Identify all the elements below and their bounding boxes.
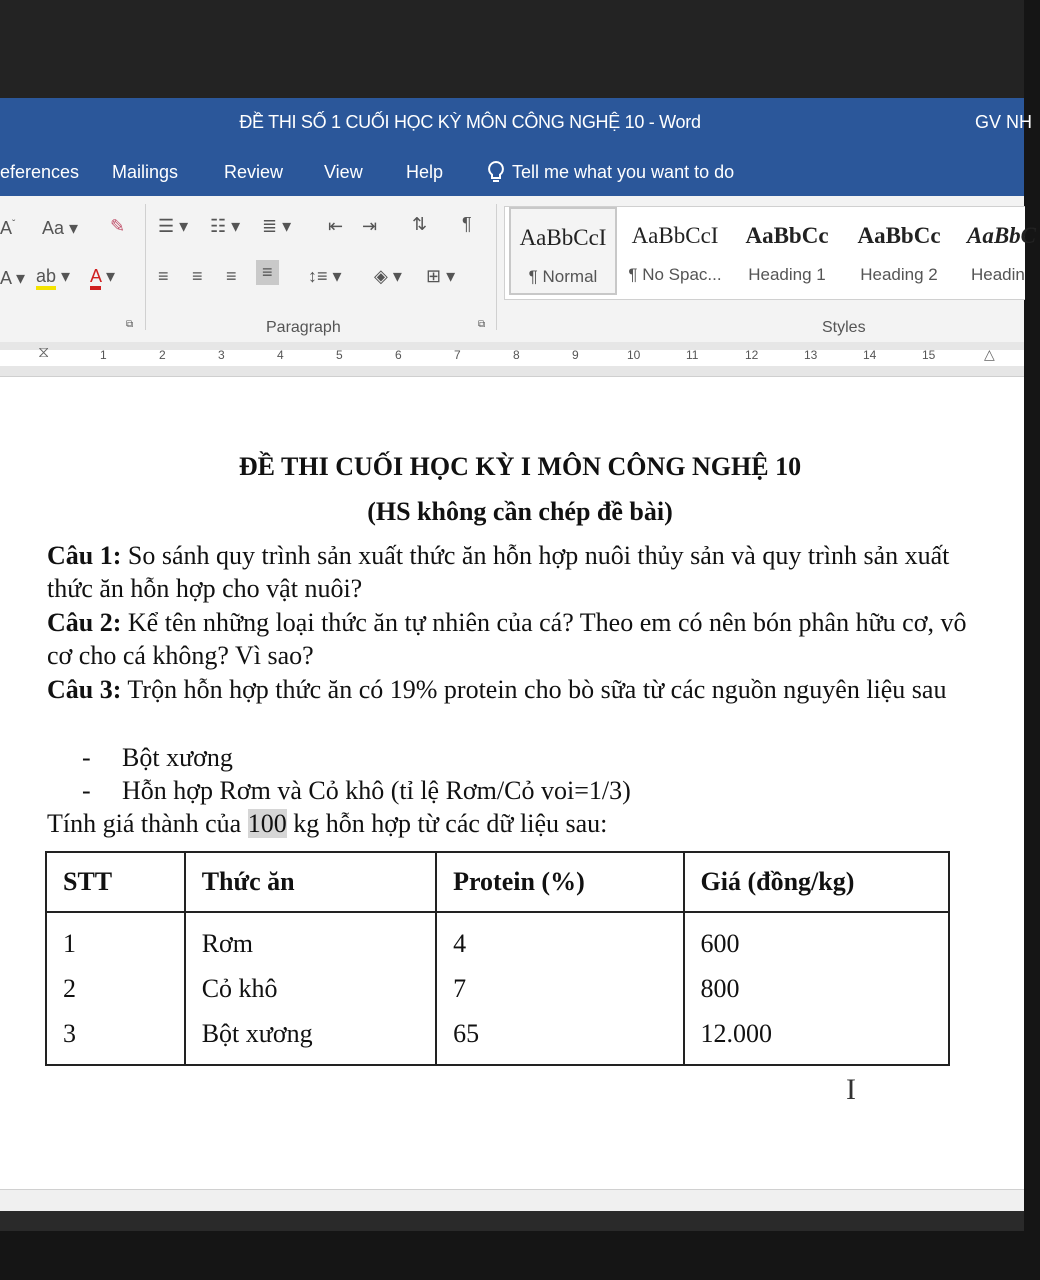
table-cell: Bột xương xyxy=(185,1011,436,1065)
change-case-label: Aa xyxy=(42,218,65,238)
list-item: - Hỗn hợp Rơm và Cỏ khô (tỉ lệ Rơm/Cỏ voi=1/3) xyxy=(82,776,631,805)
table-header-row xyxy=(46,852,949,912)
user-name[interactable]: GV NH xyxy=(975,112,1033,132)
align-right-icon[interactable]: ≡ xyxy=(226,266,237,286)
table-row xyxy=(46,912,949,966)
text-effects-icon[interactable]: A ▾ xyxy=(0,268,26,288)
group-divider xyxy=(145,204,146,330)
question-text: Kể tên những loại thức ăn tự nhiên của cá? Theo em có nên bón phân hữu cơ, vô cơ cho cá không? Vì sao? xyxy=(47,608,967,670)
ruler-number: 5 xyxy=(336,348,343,362)
ruler-number: 11 xyxy=(686,348,699,362)
list-item-text: Bột xương xyxy=(122,743,233,772)
table-header: Giá (đồng/kg) xyxy=(684,852,949,912)
tab-mailings[interactable]: Mailings xyxy=(112,162,179,182)
style-sample: AaBbCcI xyxy=(519,225,607,250)
numbering-icon[interactable]: ☷ ▾ xyxy=(210,216,241,236)
change-case-button[interactable]: Aa ▾ xyxy=(42,218,79,238)
style-no-spacing[interactable] xyxy=(621,207,729,295)
ruler-number: 1 xyxy=(100,348,107,362)
align-left-icon[interactable]: ≡ xyxy=(158,266,169,286)
table-cell: 4 xyxy=(436,912,683,966)
tab-references[interactable]: eferences xyxy=(0,162,80,182)
question-3 xyxy=(47,673,972,706)
style-sample: AaBbCc xyxy=(745,223,829,248)
tell-me-search[interactable] xyxy=(486,160,734,184)
status-bar xyxy=(0,1189,1024,1212)
multilevel-list-icon[interactable]: ≣ ▾ xyxy=(262,216,292,236)
title-bar xyxy=(0,98,1033,148)
question-label: Câu 3: xyxy=(47,675,122,704)
decrease-indent-icon[interactable]: ⇤ xyxy=(328,216,344,236)
font-grow-icon[interactable]: $A^ˇ$ xyxy=(0,218,16,238)
ribbon xyxy=(0,196,1037,343)
table-row xyxy=(46,966,949,1011)
style-heading-3[interactable] xyxy=(957,207,1037,295)
ruler-number: 15 xyxy=(922,348,936,362)
paragraph-group-label: Paragraph xyxy=(266,319,341,336)
highlight-color-button[interactable]: ab ▾ xyxy=(36,266,70,287)
table-cell: 65 xyxy=(436,1011,683,1065)
question-label: Câu 2: xyxy=(47,608,122,637)
bullets-icon[interactable]: ☰ ▾ xyxy=(158,216,189,236)
top-black-bar xyxy=(0,0,1024,98)
ruler-number: 14 xyxy=(863,348,877,362)
right-indent-marker-icon[interactable]: △ xyxy=(984,346,995,362)
table-row xyxy=(46,1011,949,1065)
tab-review[interactable]: Review xyxy=(224,162,284,182)
style-name: Headin xyxy=(971,265,1025,284)
styles-gallery xyxy=(504,206,1037,300)
table-cell: 600 xyxy=(684,912,949,966)
tab-help[interactable]: Help xyxy=(406,162,444,182)
style-heading-2[interactable] xyxy=(845,207,953,295)
question-1 xyxy=(47,539,972,605)
ruler-number: 8 xyxy=(513,348,520,362)
table-header: Protein (%) xyxy=(436,852,683,912)
document-page[interactable] xyxy=(0,377,1024,1189)
style-name: Heading 2 xyxy=(860,265,938,284)
show-formatting-icon[interactable]: ¶ xyxy=(462,214,472,234)
ruler-number: 3 xyxy=(218,348,225,362)
sort-icon[interactable]: ⇅ xyxy=(412,214,428,234)
question-text: So sánh quy trình sản xuất thức ăn hỗn hợp nuôi thủy sản và quy trình sản xuất thức ăn hỗn hợp cho vật nuôi? xyxy=(47,541,950,603)
highlighter-icon: ab xyxy=(36,266,56,290)
tell-me-label: Tell me what you want to do xyxy=(512,161,735,182)
shading-icon[interactable]: ◈ ▾ xyxy=(374,266,402,286)
bottom-bar xyxy=(0,1211,1024,1231)
table-cell: Rơm xyxy=(185,912,436,966)
font-dialog-launcher[interactable]: ⧉ xyxy=(126,319,134,330)
clear-formatting-icon[interactable]: ✎ xyxy=(110,216,126,236)
calc-suffix: kg hỗn hợp từ các dữ liệu sau: xyxy=(286,809,608,838)
table-cell: 1 xyxy=(46,912,185,966)
calc-prefix: Tính giá thành của xyxy=(47,809,248,838)
table-cell: 800 xyxy=(684,966,949,1011)
question-label: Câu 1: xyxy=(47,541,122,570)
increase-indent-icon[interactable]: ⇥ xyxy=(362,216,378,236)
indent-marker-icon[interactable]: ⧖ xyxy=(38,344,50,361)
ruler-number: 7 xyxy=(454,348,461,362)
question-2 xyxy=(47,606,972,672)
align-center-icon[interactable]: ≡ xyxy=(192,266,203,286)
paragraph-dialog-launcher[interactable]: ⧉ xyxy=(478,319,486,330)
ribbon-tabs xyxy=(0,148,1024,196)
ruler-number: 12 xyxy=(745,348,759,362)
table-cell: 7 xyxy=(436,966,683,1011)
ruler-number: 2 xyxy=(159,348,166,362)
table-cell: Cỏ khô xyxy=(185,966,436,1011)
table-cell: 12.000 xyxy=(684,1011,949,1065)
data-table xyxy=(45,851,950,1066)
style-sample: AaBbCc xyxy=(857,223,941,248)
font-color-button[interactable]: A ▾ xyxy=(90,266,115,287)
document-title: ĐỀ THI CUỐI HỌC KỲ I MÔN CÔNG NGHỆ 10 xyxy=(238,452,802,481)
justify-icon[interactable]: ≡ xyxy=(256,260,279,285)
style-heading-1[interactable] xyxy=(733,207,841,295)
list-item-text: Hỗn hợp Rơm và Cỏ khô (tỉ lệ Rơm/Cỏ voi=1/3) xyxy=(122,776,631,805)
window-title: ĐỀ THI SỐ 1 CUỐI HỌC KỲ MÔN CÔNG NGHỆ 10 - Word xyxy=(239,112,701,132)
table-cell: 3 xyxy=(46,1011,185,1065)
selected-text[interactable]: 100 xyxy=(247,809,287,838)
list-item: - Bột xương xyxy=(82,743,233,772)
document-subtitle: (HS không cần chép đề bài) xyxy=(367,497,673,526)
text-cursor-icon: I xyxy=(846,1073,856,1106)
styles-group-label: Styles xyxy=(822,319,866,336)
style-name: Heading 1 xyxy=(748,265,826,284)
tab-view[interactable]: View xyxy=(324,162,363,182)
style-sample: AaBbCcI xyxy=(631,223,719,248)
font-color-icon: A xyxy=(90,266,101,290)
group-divider xyxy=(496,204,497,330)
ruler-number: 10 xyxy=(627,348,641,362)
ruler-number: 6 xyxy=(395,348,402,362)
ruler-number: 13 xyxy=(804,348,818,362)
borders-icon[interactable]: ⊞ ▾ xyxy=(426,266,456,286)
style-name: ¶ No Spac... xyxy=(628,265,722,284)
table-cell: 2 xyxy=(46,966,185,1011)
question-text: Trộn hỗn hợp thức ăn có 19% protein cho bò sữa từ các nguồn nguyên liệu sau xyxy=(121,675,947,704)
table-header: STT xyxy=(46,852,185,912)
style-sample: AaBbC xyxy=(967,223,1037,248)
style-normal[interactable] xyxy=(509,207,617,295)
style-name: ¶ Normal xyxy=(528,267,598,286)
ruler-number: 9 xyxy=(572,348,579,362)
calc-instruction xyxy=(47,807,972,840)
lightbulb-icon xyxy=(486,160,506,184)
horizontal-ruler[interactable] xyxy=(0,342,1024,377)
table-header: Thức ăn xyxy=(185,852,436,912)
line-spacing-icon[interactable]: ↕≡ ▾ xyxy=(308,266,342,286)
ruler-number: 4 xyxy=(277,348,284,362)
